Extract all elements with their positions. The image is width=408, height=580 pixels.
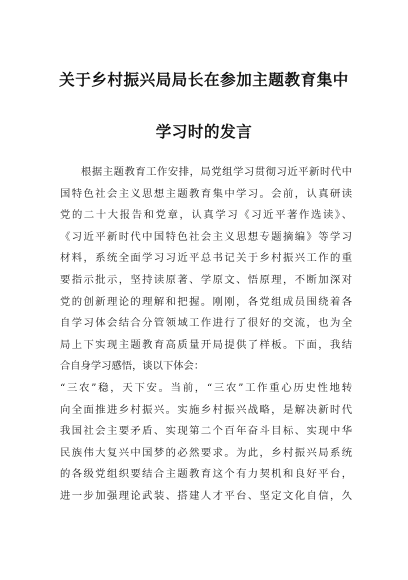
body-line: 合自身学习感悟，谈以下体会：: [60, 360, 205, 373]
body-line: 局上下实现主题教育高质量开局提供了样板。下面，我结: [60, 338, 352, 351]
body-line: 《习近平新时代中国特色社会主义思想专题摘编》等学习: [60, 230, 352, 243]
body-line: 我国社会主要矛盾、实现第二个百年奋斗目标、实现中华: [60, 425, 352, 438]
document-body: [60, 162, 352, 508]
document-title-line-2: 学习时的发言: [155, 123, 253, 141]
body-line: 国特色社会主义思想主题教育集中学习。会前，认真研读: [60, 187, 352, 200]
body-line: 材料，系统全面学习习近平总书记关于乡村振兴工作的重: [60, 252, 352, 265]
body-line: 党的二十大报告和党章，认真学习《习近平著作选读》、: [60, 209, 352, 222]
body-line: 进一步加强理论武装、搭建人才平台、坚定文化自信，久: [60, 489, 352, 502]
body-line: “三农”稳，天下安。当前，“三农”工作重心历史性地转: [60, 381, 352, 394]
document-title-line-1: 关于乡村振兴局局长在参加主题教育集中: [59, 71, 349, 89]
body-line: 自学习体会结合分管领域工作进行了很好的交流，也为全: [60, 317, 352, 330]
body-line: 党的创新理论的理解和把握。刚刚，各党组成员围绕着各: [60, 295, 352, 308]
body-line: 要指示批示，坚持读原著、学原文、悟原理，不断加深对: [60, 273, 352, 286]
body-line: 的各级党组织要结合主题教育这个有力契机和良好平台，: [60, 468, 352, 481]
body-line: 民族伟大复兴中国梦的必然要求。为此，乡村振兴局系统: [60, 446, 352, 459]
body-line: 根据主题教育工作安排，局党组学习贯彻习近平新时代中: [81, 166, 352, 178]
body-line: 向全面推进乡村振兴。实施乡村振兴战略，是解决新时代: [60, 403, 352, 416]
